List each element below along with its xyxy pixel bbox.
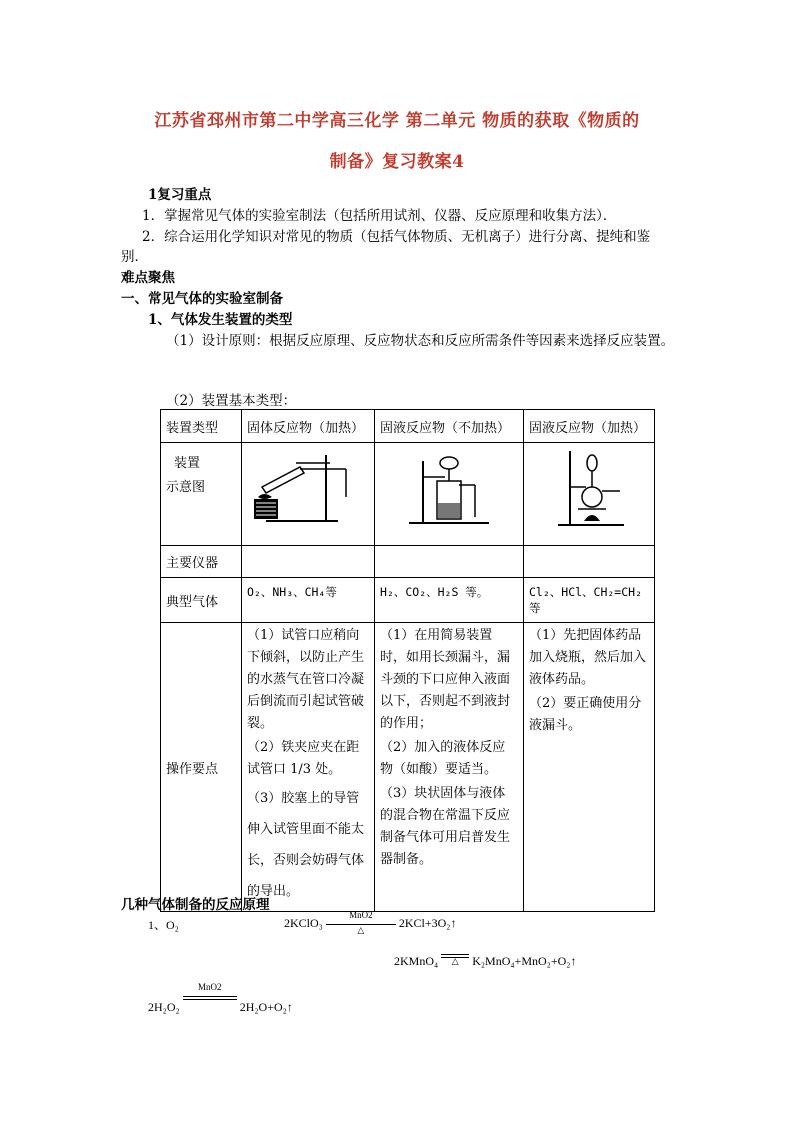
equation-1-catalyst: MnO2	[349, 910, 373, 920]
operation-note: （2）要正确使用分液漏斗。	[529, 696, 642, 733]
device-types-table	[160, 409, 655, 912]
diagram-row	[161, 443, 655, 546]
review-item-2-continued: 别．	[121, 249, 148, 265]
section-heading: 一、常见气体的实验室制备	[121, 291, 283, 307]
equation-3-products: 2H₂O+O₂↑	[239, 999, 293, 1014]
operation-note: （1）在用简易装置时，如用长颈漏斗，漏斗颈的下口应伸入液面以下，否则起不到液封的作用；	[380, 628, 511, 731]
reactions-heading: 几种气体制备的反应原理	[121, 897, 270, 913]
solid-liquid-no-heat-apparatus-illustration	[379, 447, 519, 531]
solid-liquid-heating-apparatus-illustration	[528, 447, 650, 531]
instrument-label: 主要仪器	[161, 546, 242, 578]
equation-1-heat: △	[357, 925, 365, 935]
header-cell: 固液反应物（不加热）	[375, 410, 524, 443]
equation-1-arrow	[326, 912, 396, 936]
equation-2-heat: △	[451, 956, 459, 966]
solid-heating-apparatus-illustration	[246, 447, 370, 531]
gas-row	[161, 578, 655, 623]
equation-1-products: 2KCl+3O₂↑	[398, 915, 457, 930]
header-cell: 装置类型	[161, 410, 242, 443]
equation-1-reactant: 2KClO₃	[284, 915, 323, 930]
diagram-label-1: 装置	[174, 456, 201, 471]
operation-note: （3）块状固体与液体的混合物在常温下反应制备气体可用启普发生器制备。	[380, 786, 511, 867]
review-item-1: 1．掌握常见气体的实验室制法（包括所用试剂、仪器、反应原理和收集方法）．	[142, 208, 617, 224]
gas-cell: Cl₂、HCl、CH₂=CH₂ 等	[524, 578, 655, 623]
gas-label: 典型气体	[161, 578, 242, 623]
review-item-2: 2．综合运用化学知识对常见的物质（包括气体物质、无机离子）进行分离、提纯和鉴	[142, 229, 651, 245]
gas-cell: O₂、NH₃、CH₄等	[242, 578, 375, 623]
difficulty-heading: 难点聚焦	[121, 270, 175, 286]
operation-note: （2）铁夹应夹在距试管口 1/3 处。	[247, 740, 360, 777]
device-types-label: （2）装置基本类型：	[166, 393, 297, 409]
equation-2	[394, 950, 576, 974]
oxygen-label: 1、O₂	[148, 918, 179, 932]
equation-3-catalyst: MnO2	[197, 982, 222, 992]
design-principle: （1）设计原则：根据反应原理、反应物状态和反应所需条件等因素来选择反应装置。	[166, 333, 675, 349]
page-title-line-1: 江苏省邳州市第二中学高三化学 第二单元 物质的获取《物质的	[154, 111, 640, 131]
operation-note: （1）试管口应稍向下倾斜，以防止产生的水蒸气在管口冷凝后倒流而引起试管破裂。	[247, 628, 365, 731]
page-title-line-2: 制备》复习教案4	[329, 152, 465, 172]
operations-row	[161, 623, 655, 912]
diagram-label-2: 示意图	[166, 480, 206, 495]
review-heading: 1复习重点	[148, 187, 212, 203]
operations-label: 操作要点	[161, 623, 242, 912]
operation-note: （2）加入的液体反应物（如酸）要适当。	[380, 740, 506, 777]
operation-note: （3）胶塞上的导管伸入试管里面不能太长，否则会妨碍气体的导出。	[247, 791, 365, 899]
subsection-heading: 1、气体发生装置的类型	[148, 312, 293, 328]
equation-3-arrow	[183, 984, 237, 1012]
header-cell: 固体反应物（加热）	[242, 410, 375, 443]
equation-3	[148, 984, 293, 1012]
instrument-row	[161, 546, 655, 578]
equation-2-reactant: 2KMnO₄	[394, 953, 439, 968]
gas-cell: H₂、CO₂、H₂S 等。	[375, 578, 524, 623]
equation-3-reactant: 2H₂O₂	[148, 999, 180, 1014]
header-cell: 固液反应物（加热）	[524, 410, 655, 443]
equation-2-products: K₂MnO₄+MnO₂+O₂↑	[472, 953, 577, 968]
table-header-row	[161, 410, 655, 443]
equation-1	[284, 912, 456, 936]
equation-2-arrow	[441, 950, 469, 974]
operation-note: （1）先把固体药品加入烧瓶，然后加入液体药品。	[529, 628, 647, 687]
